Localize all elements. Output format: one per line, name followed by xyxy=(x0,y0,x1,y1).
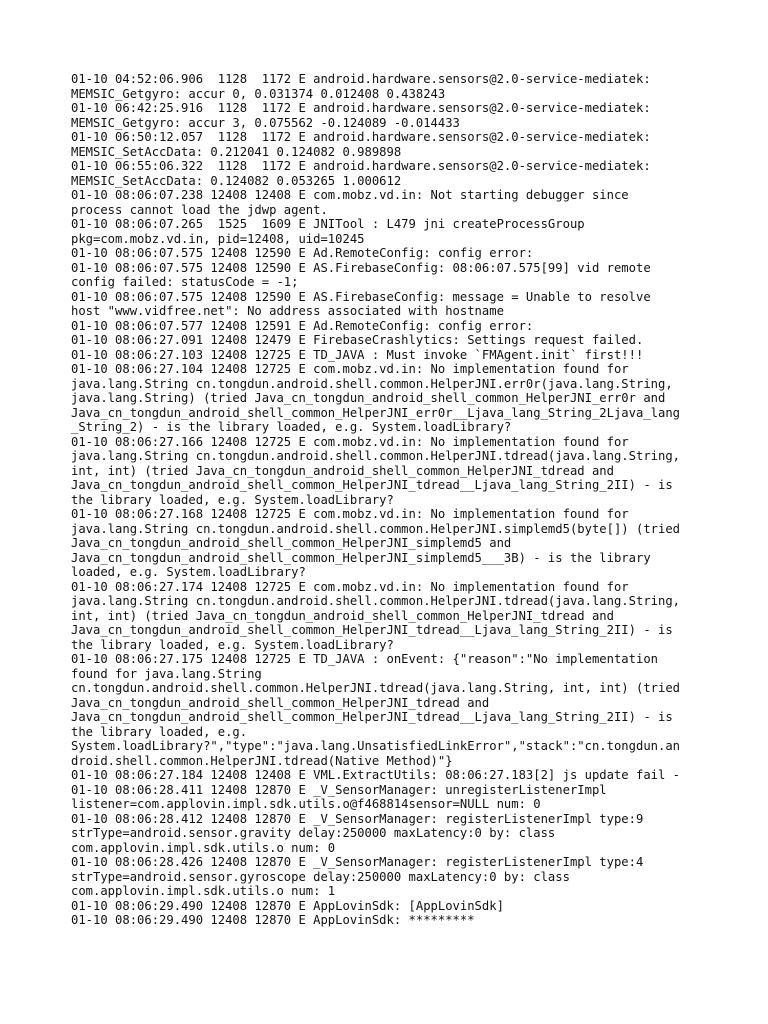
log-line: 01-10 08:06:27.104 12408 12725 E com.mobz.vd.in: No implementation found for xyxy=(71,362,629,376)
log-body xyxy=(71,72,711,928)
log-line: MEMSIC_Getgyro: accur 0, 0.031374 0.012408 0.438243 xyxy=(71,86,446,101)
log-line: 01-10 08:06:27.184 12408 12408 E VML.ExtractUtils: 08:06:27.183[2] js update fail - xyxy=(71,768,681,782)
log-line: int, int) (tried Java_cn_tongdun_android_shell_common_HelperJNI_tdread and xyxy=(71,608,614,623)
log-line: MEMSIC_SetAccData: 0.212041 0.124082 0.989898 xyxy=(71,144,402,159)
log-line: int, int) (tried Java_cn_tongdun_android_shell_common_HelperJNI_tdread and xyxy=(71,463,614,478)
log-line: 01-10 08:06:27.103 12408 12725 E TD_JAVA : Must invoke `FMAgent.init` first!!! xyxy=(71,347,644,362)
log-line: 01-10 04:52:06.906 1128 1172 E android.hardware.sensors@2.0-service-mediatek: xyxy=(71,72,651,86)
log-line: cn.tongdun.android.shell.common.HelperJNI.tdread(java.lang.String, int, int) (tried xyxy=(71,681,681,695)
log-line: com.applovin.impl.sdk.utils.o num: 0 xyxy=(71,840,336,855)
log-line: the library loaded, e.g. xyxy=(71,724,248,739)
log-line: MEMSIC_SetAccData: 0.124082 0.053265 1.000612 xyxy=(71,173,402,188)
log-line: 01-10 08:06:28.411 12408 12870 E _V_SensorManager: unregisterListenerImpl xyxy=(71,782,607,797)
log-line: 01-10 06:42:25.916 1128 1172 E android.hardware.sensors@2.0-service-mediatek: xyxy=(71,101,651,115)
log-line: loaded, e.g. System.loadLibrary? xyxy=(71,565,306,579)
log-line: 01-10 08:06:07.265 1525 1609 E JNITool : L479 jni createProcessGroup xyxy=(71,217,585,231)
log-line: 01-10 08:06:07.575 12408 12590 E AS.FirebaseConfig: 08:06:07.575[99] vid remote xyxy=(71,260,651,275)
log-line: System.loadLibrary?","type":"java.lang.UnsatisfiedLinkError","stack":"cn.tongdun.an xyxy=(71,739,681,753)
log-line: strType=android.sensor.gravity delay:250000 maxLatency:0 by: class xyxy=(71,826,556,840)
log-line: droid.shell.common.HelperJNI.tdread(Native Method)"} xyxy=(71,753,453,768)
log-line: 01-10 08:06:07.575 12408 12590 E AS.FirebaseConfig: message = Unable to resolve xyxy=(71,289,651,304)
log-line: MEMSIC_Getgyro: accur 3, 0.075562 -0.124089 -0.014433 xyxy=(71,115,460,130)
log-line: 01-10 06:50:12.057 1128 1172 E android.hardware.sensors@2.0-service-mediatek: xyxy=(71,130,651,144)
log-line: Java_cn_tongdun_android_shell_common_HelperJNI_tdread__Ljava_lang_String_2II) - is xyxy=(71,478,673,492)
log-document xyxy=(71,72,711,928)
log-line: Java_cn_tongdun_android_shell_common_HelperJNI_tdread__Ljava_lang_String_2II) - is xyxy=(71,710,673,724)
log-line: java.lang.String cn.tongdun.android.shell.common.HelperJNI.err0r(java.lang.String, xyxy=(71,376,673,391)
log-line: listener=com.applovin.impl.sdk.utils.o@f468814sensor=NULL num: 0 xyxy=(71,797,541,811)
log-line: process cannot load the jdwp agent. xyxy=(71,202,328,217)
log-line: 01-10 08:06:29.490 12408 12870 E AppLovinSdk: ********* xyxy=(71,913,475,927)
log-line: pkg=com.mobz.vd.in, pid=12408, uid=10245 xyxy=(71,231,365,246)
log-line: com.applovin.impl.sdk.utils.o num: 1 xyxy=(71,884,336,898)
log-line: Java_cn_tongdun_android_shell_common_HelperJNI_simplemd5 and xyxy=(71,536,512,550)
log-line: java.lang.String cn.tongdun.android.shell.common.HelperJNI.simplemd5(byte[]) (tried xyxy=(71,521,681,536)
log-line: found for java.lang.String xyxy=(71,666,262,681)
log-line: 01-10 08:06:07.575 12408 12590 E Ad.RemoteConfig: config error: xyxy=(71,246,534,260)
log-line: the library loaded, e.g. System.loadLibrary? xyxy=(71,637,394,652)
log-line: the library loaded, e.g. System.loadLibrary? xyxy=(71,492,394,507)
log-line: Java_cn_tongdun_android_shell_common_HelperJNI_err0r__Ljava_lang_String_2Ljava_lang xyxy=(71,405,681,420)
log-line: 01-10 08:06:27.175 12408 12725 E TD_JAVA : onEvent: {"reason":"No implementation xyxy=(71,652,658,666)
log-line: 01-10 08:06:27.174 12408 12725 E com.mobz.vd.in: No implementation found for xyxy=(71,579,629,594)
log-line: Java_cn_tongdun_android_shell_common_HelperJNI_simplemd5___3B) - is the library xyxy=(71,550,651,565)
log-line: 01-10 08:06:07.577 12408 12591 E Ad.RemoteConfig: config error: xyxy=(71,318,534,333)
log-line: 01-10 08:06:28.426 12408 12870 E _V_SensorManager: registerListenerImpl type:4 xyxy=(71,855,644,869)
log-line: strType=android.sensor.gyroscope delay:250000 maxLatency:0 by: class xyxy=(71,869,570,884)
log-line: 01-10 06:55:06.322 1128 1172 E android.hardware.sensors@2.0-service-mediatek: xyxy=(71,159,651,173)
log-line: 01-10 08:06:27.166 12408 12725 E com.mobz.vd.in: No implementation found for xyxy=(71,434,629,449)
log-line: config failed: statusCode = -1; xyxy=(71,275,299,289)
log-line: 01-10 08:06:28.412 12408 12870 E _V_SensorManager: registerListenerImpl type:9 xyxy=(71,811,644,826)
log-line: 01-10 08:06:27.168 12408 12725 E com.mobz.vd.in: No implementation found for xyxy=(71,507,629,521)
log-line: Java_cn_tongdun_android_shell_common_HelperJNI_tdread and xyxy=(71,695,490,710)
log-line: java.lang.String cn.tongdun.android.shell.common.HelperJNI.tdread(java.lang.String, xyxy=(71,594,681,608)
log-line: java.lang.String cn.tongdun.android.shell.common.HelperJNI.tdread(java.lang.String, xyxy=(71,449,681,463)
log-line: 01-10 08:06:27.091 12408 12479 E FirebaseCrashlytics: Settings request failed. xyxy=(71,333,644,347)
log-line: 01-10 08:06:07.238 12408 12408 E com.mobz.vd.in: Not starting debugger since xyxy=(71,188,629,202)
log-line: 01-10 08:06:29.490 12408 12870 E AppLovinSdk: [AppLovinSdk] xyxy=(71,898,504,913)
log-line: _String_2) - is the library loaded, e.g. System.loadLibrary? xyxy=(71,420,512,434)
log-line: Java_cn_tongdun_android_shell_common_HelperJNI_tdread__Ljava_lang_String_2II) - is xyxy=(71,623,673,637)
log-line: host "www.vidfree.net": No address associated with hostname xyxy=(71,304,504,318)
log-line: java.lang.String) (tried Java_cn_tongdun_android_shell_common_HelperJNI_err0r and xyxy=(71,391,666,405)
